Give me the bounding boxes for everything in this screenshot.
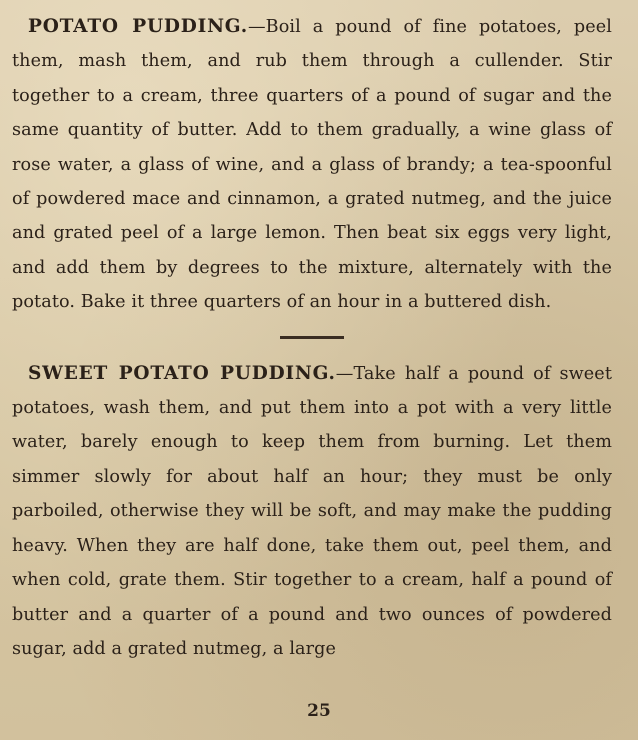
page-number: 25: [307, 701, 331, 721]
recipe-sweet-potato-pudding: [12, 357, 612, 667]
recipe-title: POTATO PUDDING.: [28, 16, 248, 37]
recipe-body: —Boil a pound of fine potatoes, peel them, mash them, and rub them through a cullender. Stir together to a cream, three quarters of a pound of sugar and the same quantity of butter. Add to them gradually, a wine glass of rose water, a glass of wine, and a glass of brandy; a tea-spoonful of powdered mace and cinnamon, a grated nutmeg, and the juice and grated peel of a large lemon. Then beat six eggs very light, and add them by degrees to the mixture, alternately with the potato. Bake it three quarters of an hour in a buttered dish.: [12, 17, 612, 313]
recipe-potato-pudding: [12, 10, 612, 320]
recipe-title: SWEET POTATO PUDDING.: [28, 362, 336, 384]
recipe-body: —Take half a pound of sweet potatoes, wash them, and put them into a pot with a very little water, barely enough to keep them from burning. Let them simmer slowly for about half an hour; they must be only parboiled, otherwise they will be soft, and may make the pudding heavy. When they are half done, take them out, peel them, and when cold, grate them. Stir together to a cream, half a pound of butter and a quarter of a pound and two ounces of powdered sugar, add a grated nutmeg, a large: [12, 363, 612, 659]
section-divider: [280, 336, 344, 339]
